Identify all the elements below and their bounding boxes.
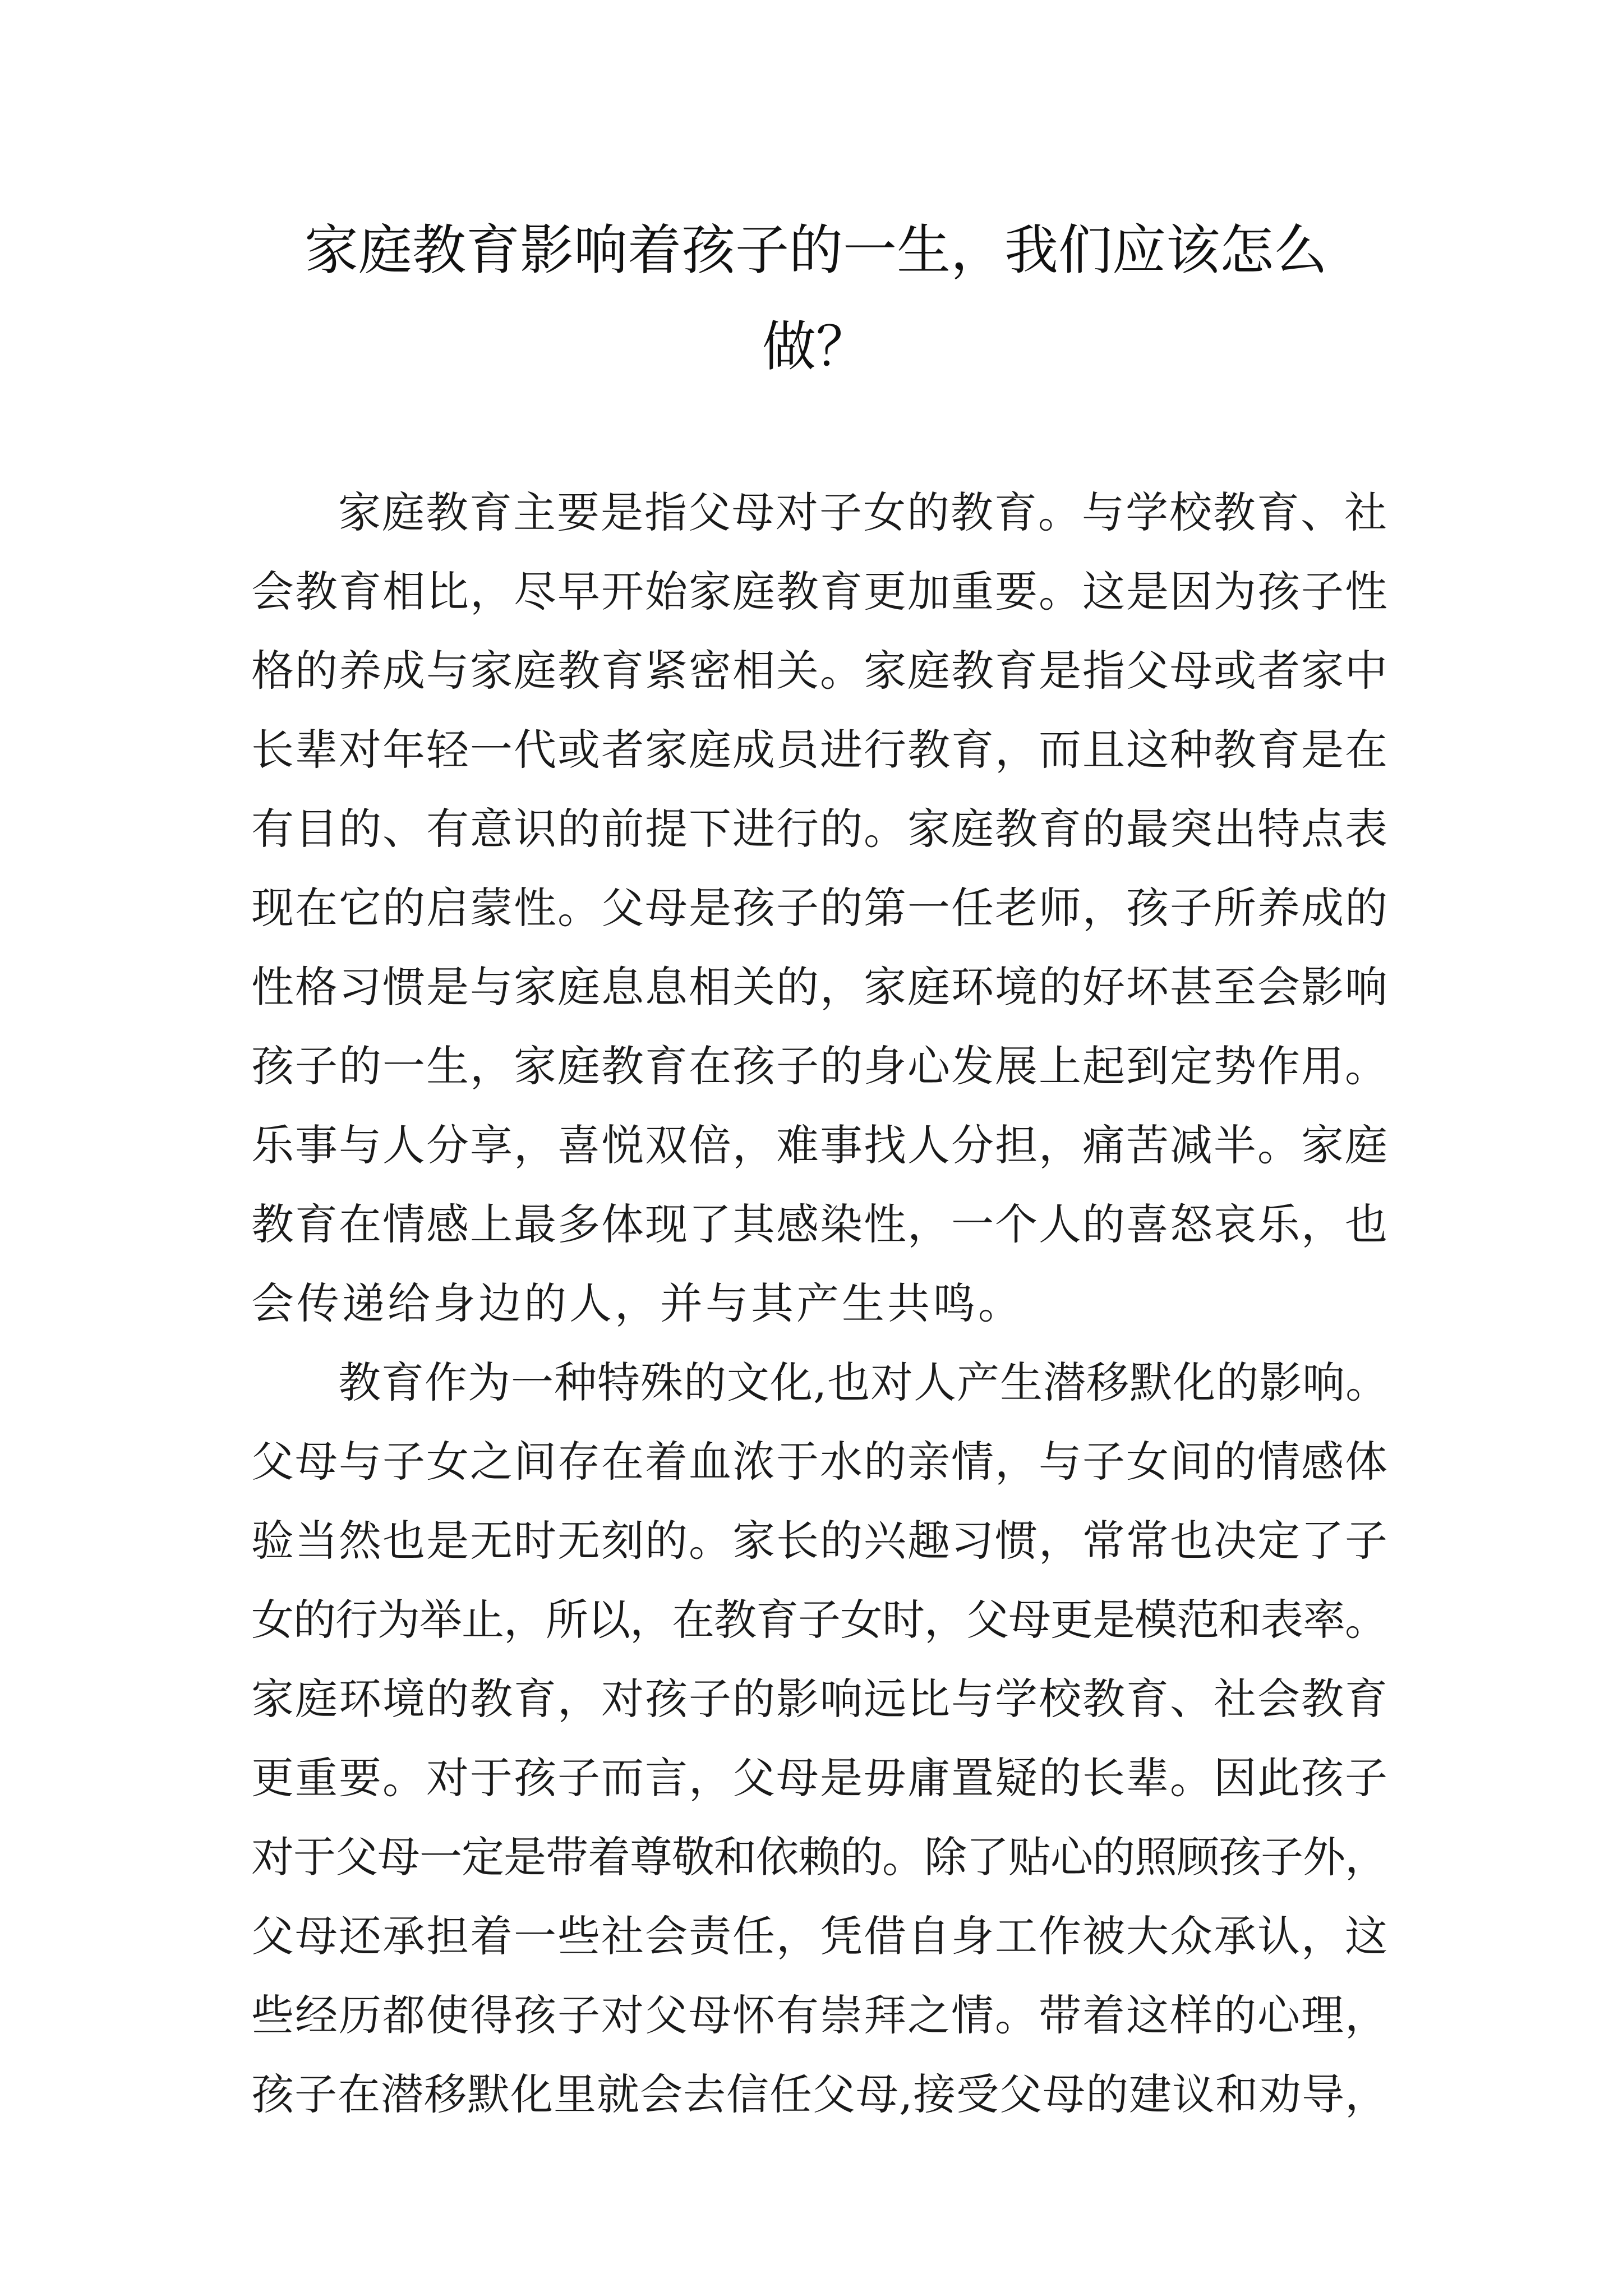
text-line: 验当然也是无时无刻的。家长的兴趣习惯，常常也决定了子: [251, 1516, 1389, 1566]
text-line: 性格习惯是与家庭息息相关的，家庭环境的好坏甚至会影响: [251, 962, 1389, 1012]
text-line: 女的行为举止，所以，在教育子女时，父母更是模范和表率。: [251, 1595, 1387, 1645]
text-line: 父母还承担着一些社会责任，凭借自身工作被大众承认，这: [251, 1911, 1389, 1961]
text-line: 父母与子女之间存在着血浓于水的亲情，与子女间的情感体: [251, 1437, 1389, 1487]
text-line: 孩子在潜移默化里就会去信任父母,接受父母的建议和劝导，: [251, 2069, 1389, 2119]
text-line: 对于父母一定是带着尊敬和依赖的。除了贴心的照顾孩子外，: [251, 1832, 1387, 1882]
text-line: 些经历都使得孩子对父母怀有崇拜之情。带着这样的心理，: [251, 1990, 1389, 2040]
paragraph-2: [251, 1343, 1395, 2134]
document-title: [247, 202, 1385, 395]
text-line: 长辈对年轻一代或者家庭成员进行教育，而且这种教育是在: [251, 725, 1389, 775]
text-line: 家庭环境的教育，对孩子的影响远比与学校教育、社会教育: [251, 1674, 1389, 1724]
text-line: 乐事与人分享，喜悦双倍，难事找人分担，痛苦减半。家庭: [251, 1120, 1389, 1170]
title-line: 做？: [762, 315, 870, 378]
text-line: 格的养成与家庭教育紧密相关。家庭教育是指父母或者家中: [251, 646, 1389, 696]
text-line: 孩子的一生，家庭教育在孩子的身心发展上起到定势作用。: [251, 1041, 1389, 1091]
text-line: 会传递给身边的人，并与其产生共鸣。: [251, 1278, 1023, 1328]
document-body: [251, 473, 1395, 2134]
text-line: 教育作为一种特殊的文化,也对人产生潜移默化的影响。: [338, 1358, 1389, 1407]
text-line: 会教育相比，尽早开始家庭教育更加重要。这是因为孩子性: [251, 567, 1389, 616]
text-line: 有目的、有意识的前提下进行的。家庭教育的最突出特点表: [251, 804, 1389, 854]
text-line: 家庭教育主要是指父母对子女的教育。与学校教育、社: [338, 487, 1388, 537]
text-line: 教育在情感上最多体现了其感染性，一个人的喜怒哀乐，也: [251, 1199, 1389, 1249]
text-line: 现在它的启蒙性。父母是孩子的第一任老师，孩子所养成的: [251, 883, 1389, 933]
paragraph-1: [251, 473, 1395, 1343]
text-line: 更重要。对于孩子而言，父母是毋庸置疑的长辈。因此孩子: [251, 1753, 1389, 1803]
title-line: 家庭教育影响着孩子的一生，我们应该怎么: [305, 219, 1327, 282]
